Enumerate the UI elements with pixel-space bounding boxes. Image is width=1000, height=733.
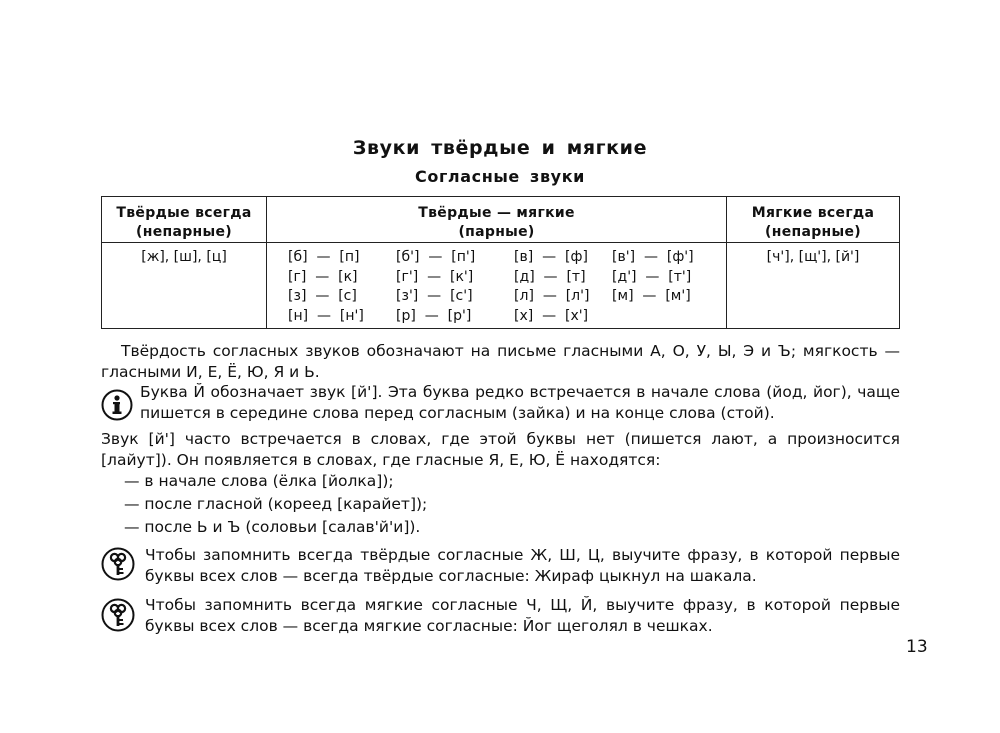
pair: [х] — [х'] [514, 307, 589, 324]
key-icon [101, 598, 135, 632]
pair: [в] — [ф] [514, 249, 588, 265]
pair: [в'] — [ф'] [612, 249, 694, 265]
info-icon [101, 389, 133, 421]
header-soft-always: Мягкие всегда (непарные) [727, 197, 900, 243]
pair: [м] — [м'] [612, 288, 691, 304]
section-subtitle: Согласные звуки [415, 167, 585, 186]
cell-paired [267, 243, 727, 329]
pair: [г] — [к] [288, 268, 358, 285]
page-title: Звуки твёрдые и мягкие [352, 137, 648, 159]
paired-grid [288, 248, 722, 326]
sound-j-paragraph: Звук [й'] часто встречается в словах, где этой буквы нет (пишется лают, а произносится [лайут]). Он появляется в словах, где гласные Я, Е, Ю, Ё находятся: [101, 430, 900, 469]
cell-hard-always: [ж], [ш], [ц] [102, 243, 267, 329]
pair: [з] — [с] [288, 288, 357, 304]
j-positions-list [124, 470, 427, 539]
pair: [б] — [п] [288, 249, 360, 265]
key-note-hard: Чтобы запомнить всегда твёрдые согласные Ж, Ш, Ц, выучите фразу, в которой первые буквы всех слов — всегда твёрдые согласные: Жираф цыкнул на шакала. [145, 546, 900, 585]
pair: [д] — [т] [514, 268, 586, 285]
list-item: — в начале слова (ёлка [йолка]); [124, 472, 394, 490]
pair: [д'] — [т'] [612, 268, 692, 285]
pair [612, 307, 722, 327]
consonants-table [101, 196, 900, 329]
hardness-paragraph: Твёрдость согласных звуков обозначают на письме гласными А, О, У, Ы, Э и Ъ; мягкость — гласными И, Е, Ё, Ю, Я и Ь. [101, 342, 900, 381]
pair: [г'] — [к'] [396, 268, 474, 285]
key-icon [101, 547, 135, 581]
pair: [з'] — [с'] [396, 288, 473, 304]
info-note: Буква Й обозначает звук [й']. Эта буква редко встречается в начале слова (йод, йог), чаще пишется в середине слова перед согласным (зайка) и на конце слова (стой). [140, 383, 900, 422]
page-number: 13 [906, 637, 928, 657]
list-item: — после гласной (кореед [карайет]); [124, 495, 428, 513]
pair: [л] — [л'] [514, 288, 590, 304]
cell-soft-always: [ч'], [щ'], [й'] [727, 243, 900, 329]
pair: [б'] — [п'] [396, 249, 476, 265]
table-row [102, 243, 900, 329]
header-paired: Твёрдые — мягкие (парные) [267, 197, 727, 243]
list-item: — после Ь и Ъ (соловьи [салав'й'и]). [124, 518, 421, 536]
pair: [р] — [р'] [396, 307, 472, 324]
header-hard-always: Твёрдые всегда (непарные) [102, 197, 267, 243]
pair: [н] — [н'] [288, 307, 364, 324]
table-header-row [102, 197, 900, 243]
key-note-soft: Чтобы запомнить всегда мягкие согласные Ч, Щ, Й, выучите фразу, в которой первые буквы всех слов — всегда мягкие согласные: Йог щеголял в чешках. [145, 596, 900, 635]
